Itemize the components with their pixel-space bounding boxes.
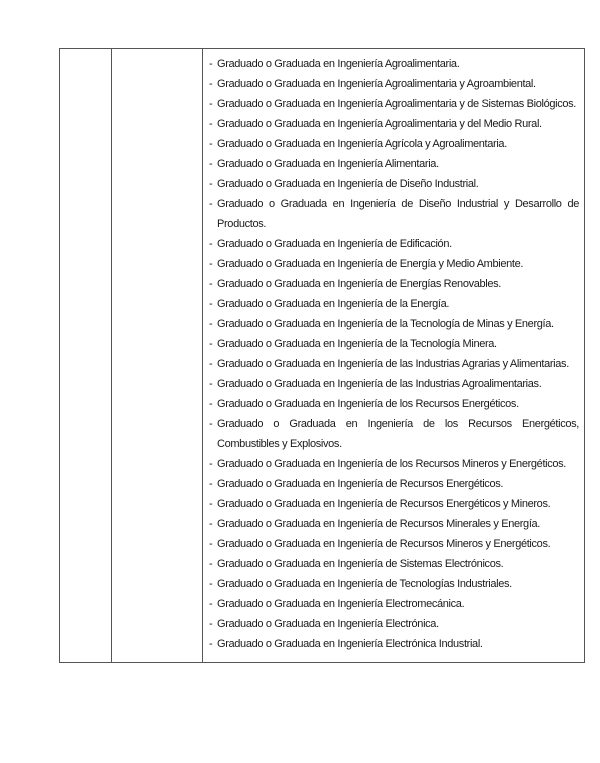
- list-item: - Graduado o Graduada en Ingeniería Agroalimentaria.: [209, 54, 579, 74]
- list-item: - Graduado o Graduada en Ingeniería Electrónica Industrial.: [209, 634, 579, 654]
- list-item: - Graduado o Graduada en Ingeniería Agroalimentaria y del Medio Rural.: [209, 114, 579, 134]
- list-item: - Graduado o Graduada en Ingeniería de Tecnologías Industriales.: [209, 574, 579, 594]
- degree-list-cell: [203, 49, 585, 663]
- list-item: - Graduado o Graduada en Ingeniería de la Tecnología de Minas y Energía.: [209, 314, 579, 334]
- list-item: - Graduado o Graduada en Ingeniería de Energía y Medio Ambiente.: [209, 254, 579, 274]
- degree-table: [59, 48, 585, 663]
- list-item: - Graduado o Graduada en Ingeniería de Recursos Energéticos.: [209, 474, 579, 494]
- degree-list: [203, 49, 584, 654]
- list-item: - Graduado o Graduada en Ingeniería Agroalimentaria y Agroambiental.: [209, 74, 579, 94]
- list-item: - Graduado o Graduada en Ingeniería de los Recursos Energéticos.: [209, 394, 579, 414]
- list-item: - Graduado o Graduada en Ingeniería de Sistemas Electrónicos.: [209, 554, 579, 574]
- list-item: - Graduado o Graduada en Ingeniería de Energías Renovables.: [209, 274, 579, 294]
- list-item: - Graduado o Graduada en Ingeniería Electrónica.: [209, 614, 579, 634]
- list-item: - Graduado o Graduada en Ingeniería de las Industrias Agroalimentarias.: [209, 374, 579, 394]
- list-item: - Graduado o Graduada en Ingeniería Alimentaria.: [209, 154, 579, 174]
- list-item: - Graduado o Graduada en Ingeniería Electromecánica.: [209, 594, 579, 614]
- list-item: - Graduado o Graduada en Ingeniería Agrícola y Agroalimentaria.: [209, 134, 579, 154]
- table-row: [60, 49, 585, 663]
- list-item: - Graduado o Graduada en Ingeniería de los Recursos Mineros y Energéticos.: [209, 454, 579, 474]
- empty-cell-1: [60, 49, 112, 663]
- list-item: - Graduado o Graduada en Ingeniería de los Recursos Energéticos, Combustibles y Explosivos.: [209, 414, 579, 454]
- list-item: - Graduado o Graduada en Ingeniería de las Industrias Agrarias y Alimentarias.: [209, 354, 579, 374]
- list-item: - Graduado o Graduada en Ingeniería de Edificación.: [209, 234, 579, 254]
- list-item: - Graduado o Graduada en Ingeniería Agroalimentaria y de Sistemas Biológicos.: [209, 94, 579, 114]
- list-item: - Graduado o Graduada en Ingeniería de Diseño Industrial y Desarrollo de Productos.: [209, 194, 579, 234]
- list-item: - Graduado o Graduada en Ingeniería de la Energía.: [209, 294, 579, 314]
- list-item: - Graduado o Graduada en Ingeniería de Recursos Energéticos y Mineros.: [209, 494, 579, 514]
- list-item: - Graduado o Graduada en Ingeniería de Recursos Mineros y Energéticos.: [209, 534, 579, 554]
- list-item: - Graduado o Graduada en Ingeniería de Recursos Minerales y Energía.: [209, 514, 579, 534]
- empty-cell-2: [112, 49, 203, 663]
- list-item: - Graduado o Graduada en Ingeniería de Diseño Industrial.: [209, 174, 579, 194]
- list-item: - Graduado o Graduada en Ingeniería de la Tecnología Minera.: [209, 334, 579, 354]
